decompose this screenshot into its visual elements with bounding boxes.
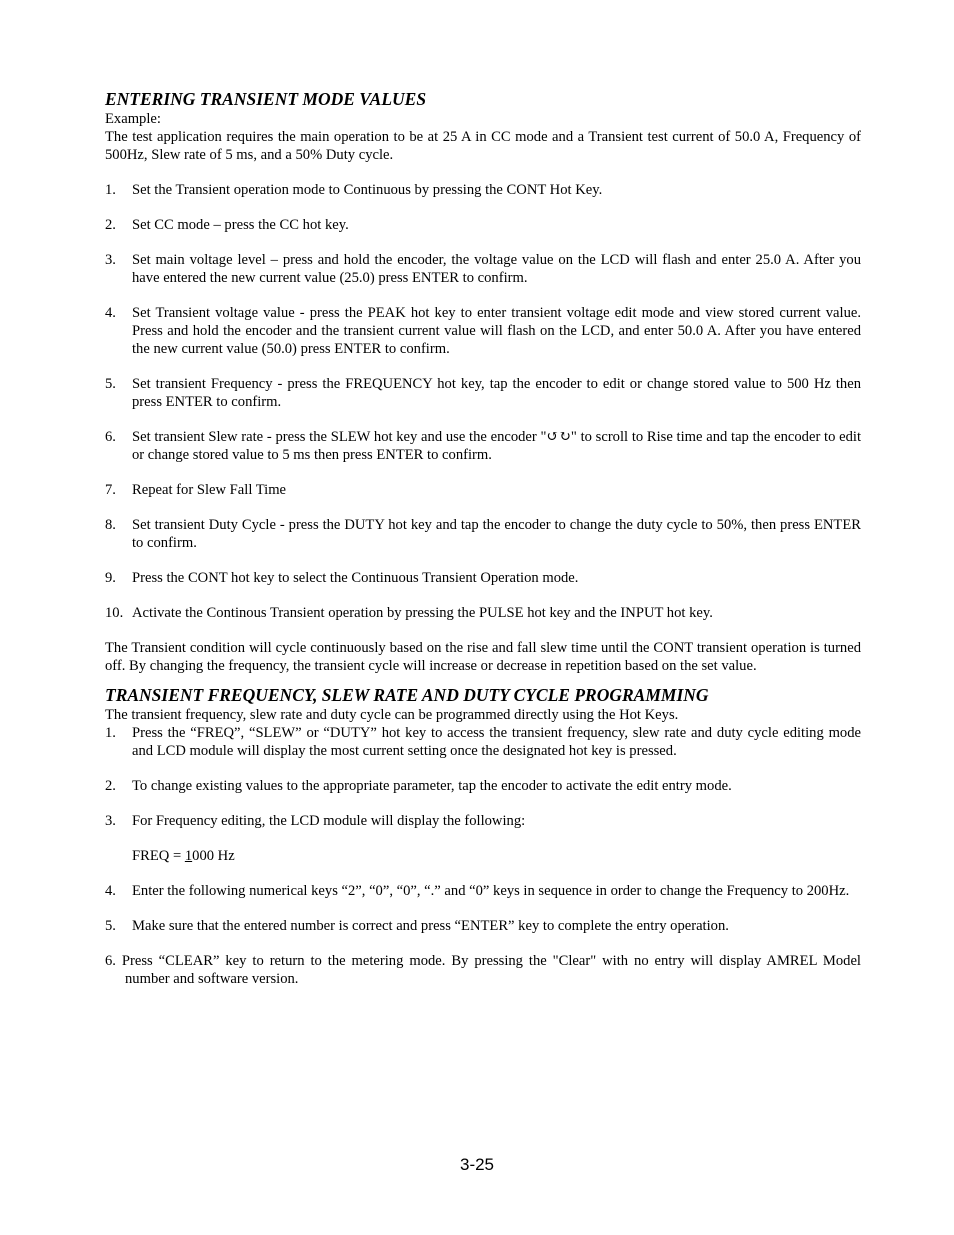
list-item: 1. Press the “FREQ”, “SLEW” or “DUTY” hot key to access the transient frequency, slew rate and duty cycle editing mode and LCD module will display the most current setting once the designated hot key is pressed. bbox=[105, 725, 861, 759]
section-title-programming: TRANSIENT FREQUENCY, SLEW RATE AND DUTY CYCLE PROGRAMMING bbox=[105, 685, 709, 705]
list-item: 5. Set transient Frequency - press the FREQUENCY hot key, tap the encoder to edit or change stored value to 500 Hz then press ENTER to confirm. bbox=[105, 376, 861, 410]
document-page bbox=[105, 88, 861, 988]
list-item: 9. Press the CONT hot key to select the Continuous Transient Operation mode. bbox=[105, 570, 579, 586]
list-item: 10. Activate the Continous Transient operation by pressing the PULSE hot key and the INPUT hot key. bbox=[105, 605, 713, 621]
closing-paragraph: The Transient condition will cycle continuously based on the rise and fall slew time until the CONT transient operation is turned off. By changing the frequency, the transient cycle will increase or decrease in repetition based on the set value. bbox=[105, 640, 861, 674]
list-item: 1. Set the Transient operation mode to Continuous by pressing the CONT Hot Key. bbox=[105, 182, 603, 198]
list-item: 2. Set CC mode – press the CC hot key. bbox=[105, 217, 349, 233]
list-item: 7. Repeat for Slew Fall Time bbox=[105, 482, 287, 498]
list-item: 4. Enter the following numerical keys “2”, “0”, “0”, “.” and “0” keys in sequence in order to change the Frequency to 200Hz. bbox=[105, 883, 850, 899]
list-item: 3. Set main voltage level – press and hold the encoder, the voltage value on the LCD will flash and enter 25.0 A. After you have entered the new current value (25.0) press ENTER to confirm. bbox=[105, 252, 861, 286]
list-item: 3. For Frequency editing, the LCD module will display the following: bbox=[105, 813, 526, 829]
section-title-transient-mode: ENTERING TRANSIENT MODE VALUES bbox=[105, 89, 427, 109]
list-item: 2. To change existing values to the appropriate parameter, tap the encoder to activate the edit entry mode. bbox=[105, 778, 732, 794]
list-item: 4. Set Transient voltage value - press the PEAK hot key to enter transient voltage edit mode and view stored current value. Press and hold the encoder and the transient current value will flash on the LCD, and enter 50.0 A. After you have entered the new current value (50.0) press ENTER to confirm. bbox=[105, 305, 861, 357]
lcd-display-example: FREQ = 1000 Hz bbox=[132, 848, 235, 864]
list-item: 6. Press “CLEAR” key to return to the metering mode. By pressing the "Clear" with no entry will display AMREL Model number and software version. bbox=[105, 953, 861, 987]
section2-intro: The transient frequency, slew rate and duty cycle can be programmed directly using the Hot Keys. bbox=[105, 707, 679, 723]
example-label: Example: bbox=[105, 111, 161, 127]
list-item: 5. Make sure that the entered number is correct and press “ENTER” key to complete the entry operation. bbox=[105, 918, 729, 934]
list-item: 6. Set transient Slew rate - press the SLEW hot key and use the encoder "↺↻" to scroll to Rise time and tap the encoder to edit or change stored value to 5 ms then press ENTER to confirm. bbox=[105, 429, 861, 463]
list-item: 8. Set transient Duty Cycle - press the DUTY hot key and tap the encoder to change the duty cycle to 50%, then press ENTER to confirm. bbox=[105, 517, 861, 551]
intro-paragraph: The test application requires the main operation to be at 25 A in CC mode and a Transient test current of 50.0 A, Frequency of 500Hz, Slew rate of 5 ms, and a 50% Duty cycle. bbox=[105, 129, 861, 163]
page-number: 3-25 bbox=[459, 1155, 495, 1174]
